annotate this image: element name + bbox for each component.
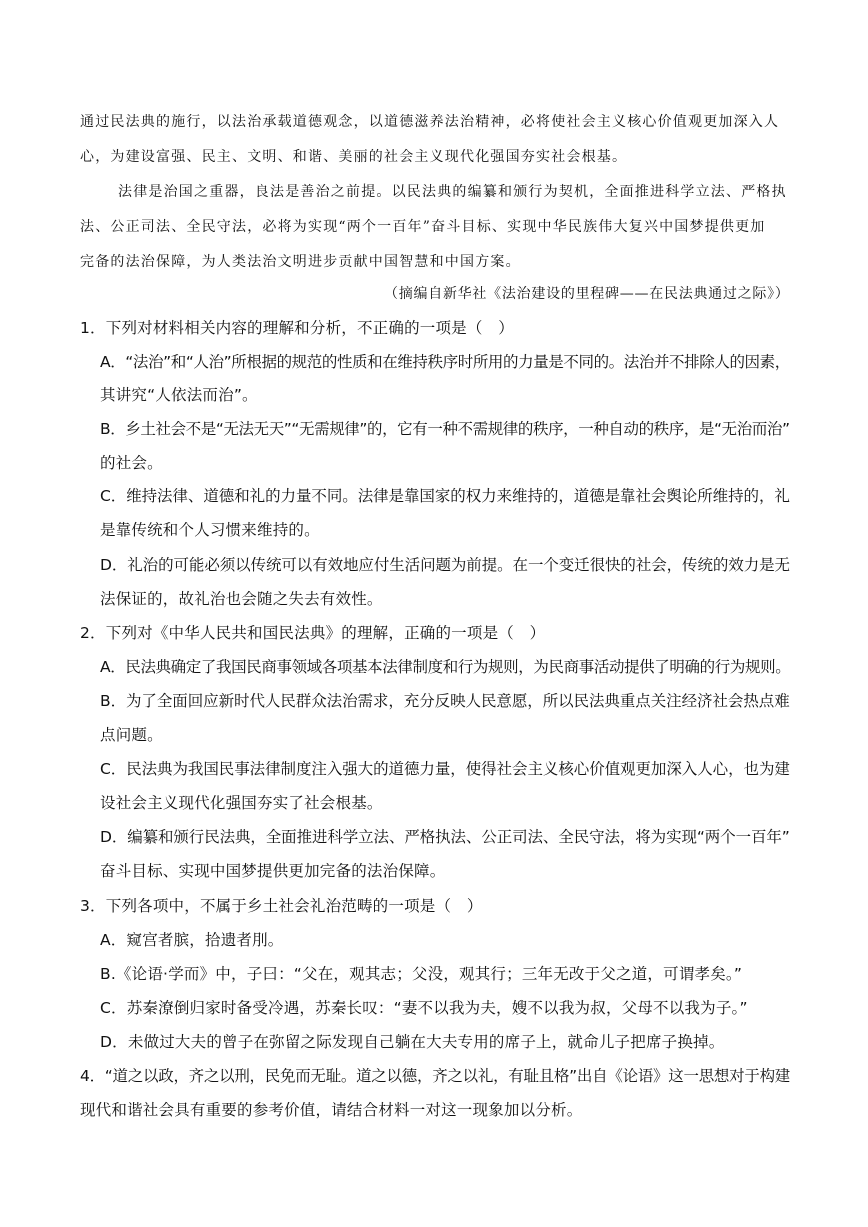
q3-stem: 3．下列各项中，不属于乡土社会礼治范畴的一项是（ ） — [80, 897, 483, 915]
passage-line-2: 心，为建设富强、民主、文明、和谐、美丽的社会主义现代化强国夯实社会根基。 — [80, 149, 628, 165]
q2-option-c-line-2: 设社会主义现代化强国夯实了社会根基。 — [100, 794, 383, 812]
passage-line-5: 完备的法治保障，为人类法治文明进步贡献中国智慧和中国方案。 — [80, 254, 521, 270]
q1-option-d-line-1: D．礼治的可能必须以传统可以有效地应付生活问题为前提。在一个变迁很快的社会，传统的效力是无 — [100, 556, 790, 574]
q3-option-b: B.《论语·学而》中，子曰：“父在，观其志；父没，观其行；三年无改于父之道，可谓孝矣。” — [100, 965, 743, 983]
q1-option-c-line-1: C．维持法律、道德和礼的力量不同。法律是靠国家的权力来维持的，道德是靠社会舆论所维持的，礼 — [100, 487, 790, 505]
q2-stem: 2．下列对《中华人民共和国民法典》的理解，正确的一项是（ ） — [80, 624, 546, 642]
passage-line-3: 法律是治国之重器，良法是善治之前提。以民法典的编纂和颁行为契机，全面推进科学立法、严格执 — [118, 184, 787, 200]
q3-option-a: A．窥宫者膑，拾遗者刖。 — [100, 931, 284, 949]
q4-stem-line-1: 4．“道之以政，齐之以刑，民免而无耻。道之以德，齐之以礼，有耻且格”出自《论语》这一思想对于构建 — [80, 1067, 791, 1085]
q2-option-d-line-1: D．编纂和颁行民法典，全面推进科学立法、严格执法、公正司法、全民守法，将为实现“两个一百年” — [100, 828, 790, 846]
q2-option-d-line-2: 奋斗目标、实现中国梦提供更加完备的法治保障。 — [100, 862, 446, 880]
q1-stem: 1．下列对材料相关内容的理解和分析，不正确的一项是（ ） — [80, 319, 514, 337]
q1-option-d-line-2: 法保证的，故礼治也会随之失去有效性。 — [100, 590, 383, 608]
passage-line-4: 法、公正司法、全民守法，必将为实现“两个一百年”奋斗目标、实现中华民族伟大复兴中国梦提供更加 — [80, 219, 766, 235]
q2-option-b-line-2: 点问题。 — [100, 726, 163, 744]
q4-stem-line-2: 现代和谐社会具有重要的参考价值，请结合材料一对这一现象加以分析。 — [80, 1101, 583, 1119]
passage-source: （摘编自新华社《法治建设的里程碑——在民法典通过之际》） — [384, 286, 790, 302]
q1-option-b-line-1: B．乡土社会不是“无法无天”“无需规律”的，它有一种不需规律的秩序，一种自动的秩序，是“无治而治” — [100, 420, 790, 438]
q2-option-a-line-1: A．民法典确定了我国民商事领域各项基本法律制度和行为规则，为民商事活动提供了明确的行为规则。 — [100, 658, 791, 676]
q3-option-c: C．苏秦潦倒归家时备受冷遇，苏秦长叹：“妻不以我为夫，嫂不以我为叔，父母不以我为子。” — [100, 999, 748, 1017]
q2-option-b-line-1: B．为了全面回应新时代人民群众法治需求，充分反映人民意愿，所以民法典重点关注经济社会热点难 — [100, 692, 790, 710]
q1-option-b-line-2: 的社会。 — [100, 454, 163, 472]
q1-option-a-line-1: A．“法治”和“人治”所根据的规范的性质和在维持秩序时所用的力量是不同的。法治并不排除人的因素， — [100, 353, 790, 371]
passage-line-1: 通过民法典的施行，以法治承载道德观念，以道德滋养法治精神，必将使社会主义核心价值观更加深入人 — [80, 114, 780, 130]
q2-option-c-line-1: C．民法典为我国民事法律制度注入强大的道德力量，使得社会主义核心价值观更加深入人心，也为建 — [100, 760, 790, 778]
q1-option-a-line-2: 其讲究“人依法而治”。 — [100, 386, 258, 404]
q3-option-d: D．未做过大夫的曾子在弥留之际发现自己躺在大夫专用的席子上，就命儿子把席子换掉。 — [100, 1033, 725, 1051]
q1-option-c-line-2: 是靠传统和个人习惯来维持的。 — [100, 521, 320, 539]
